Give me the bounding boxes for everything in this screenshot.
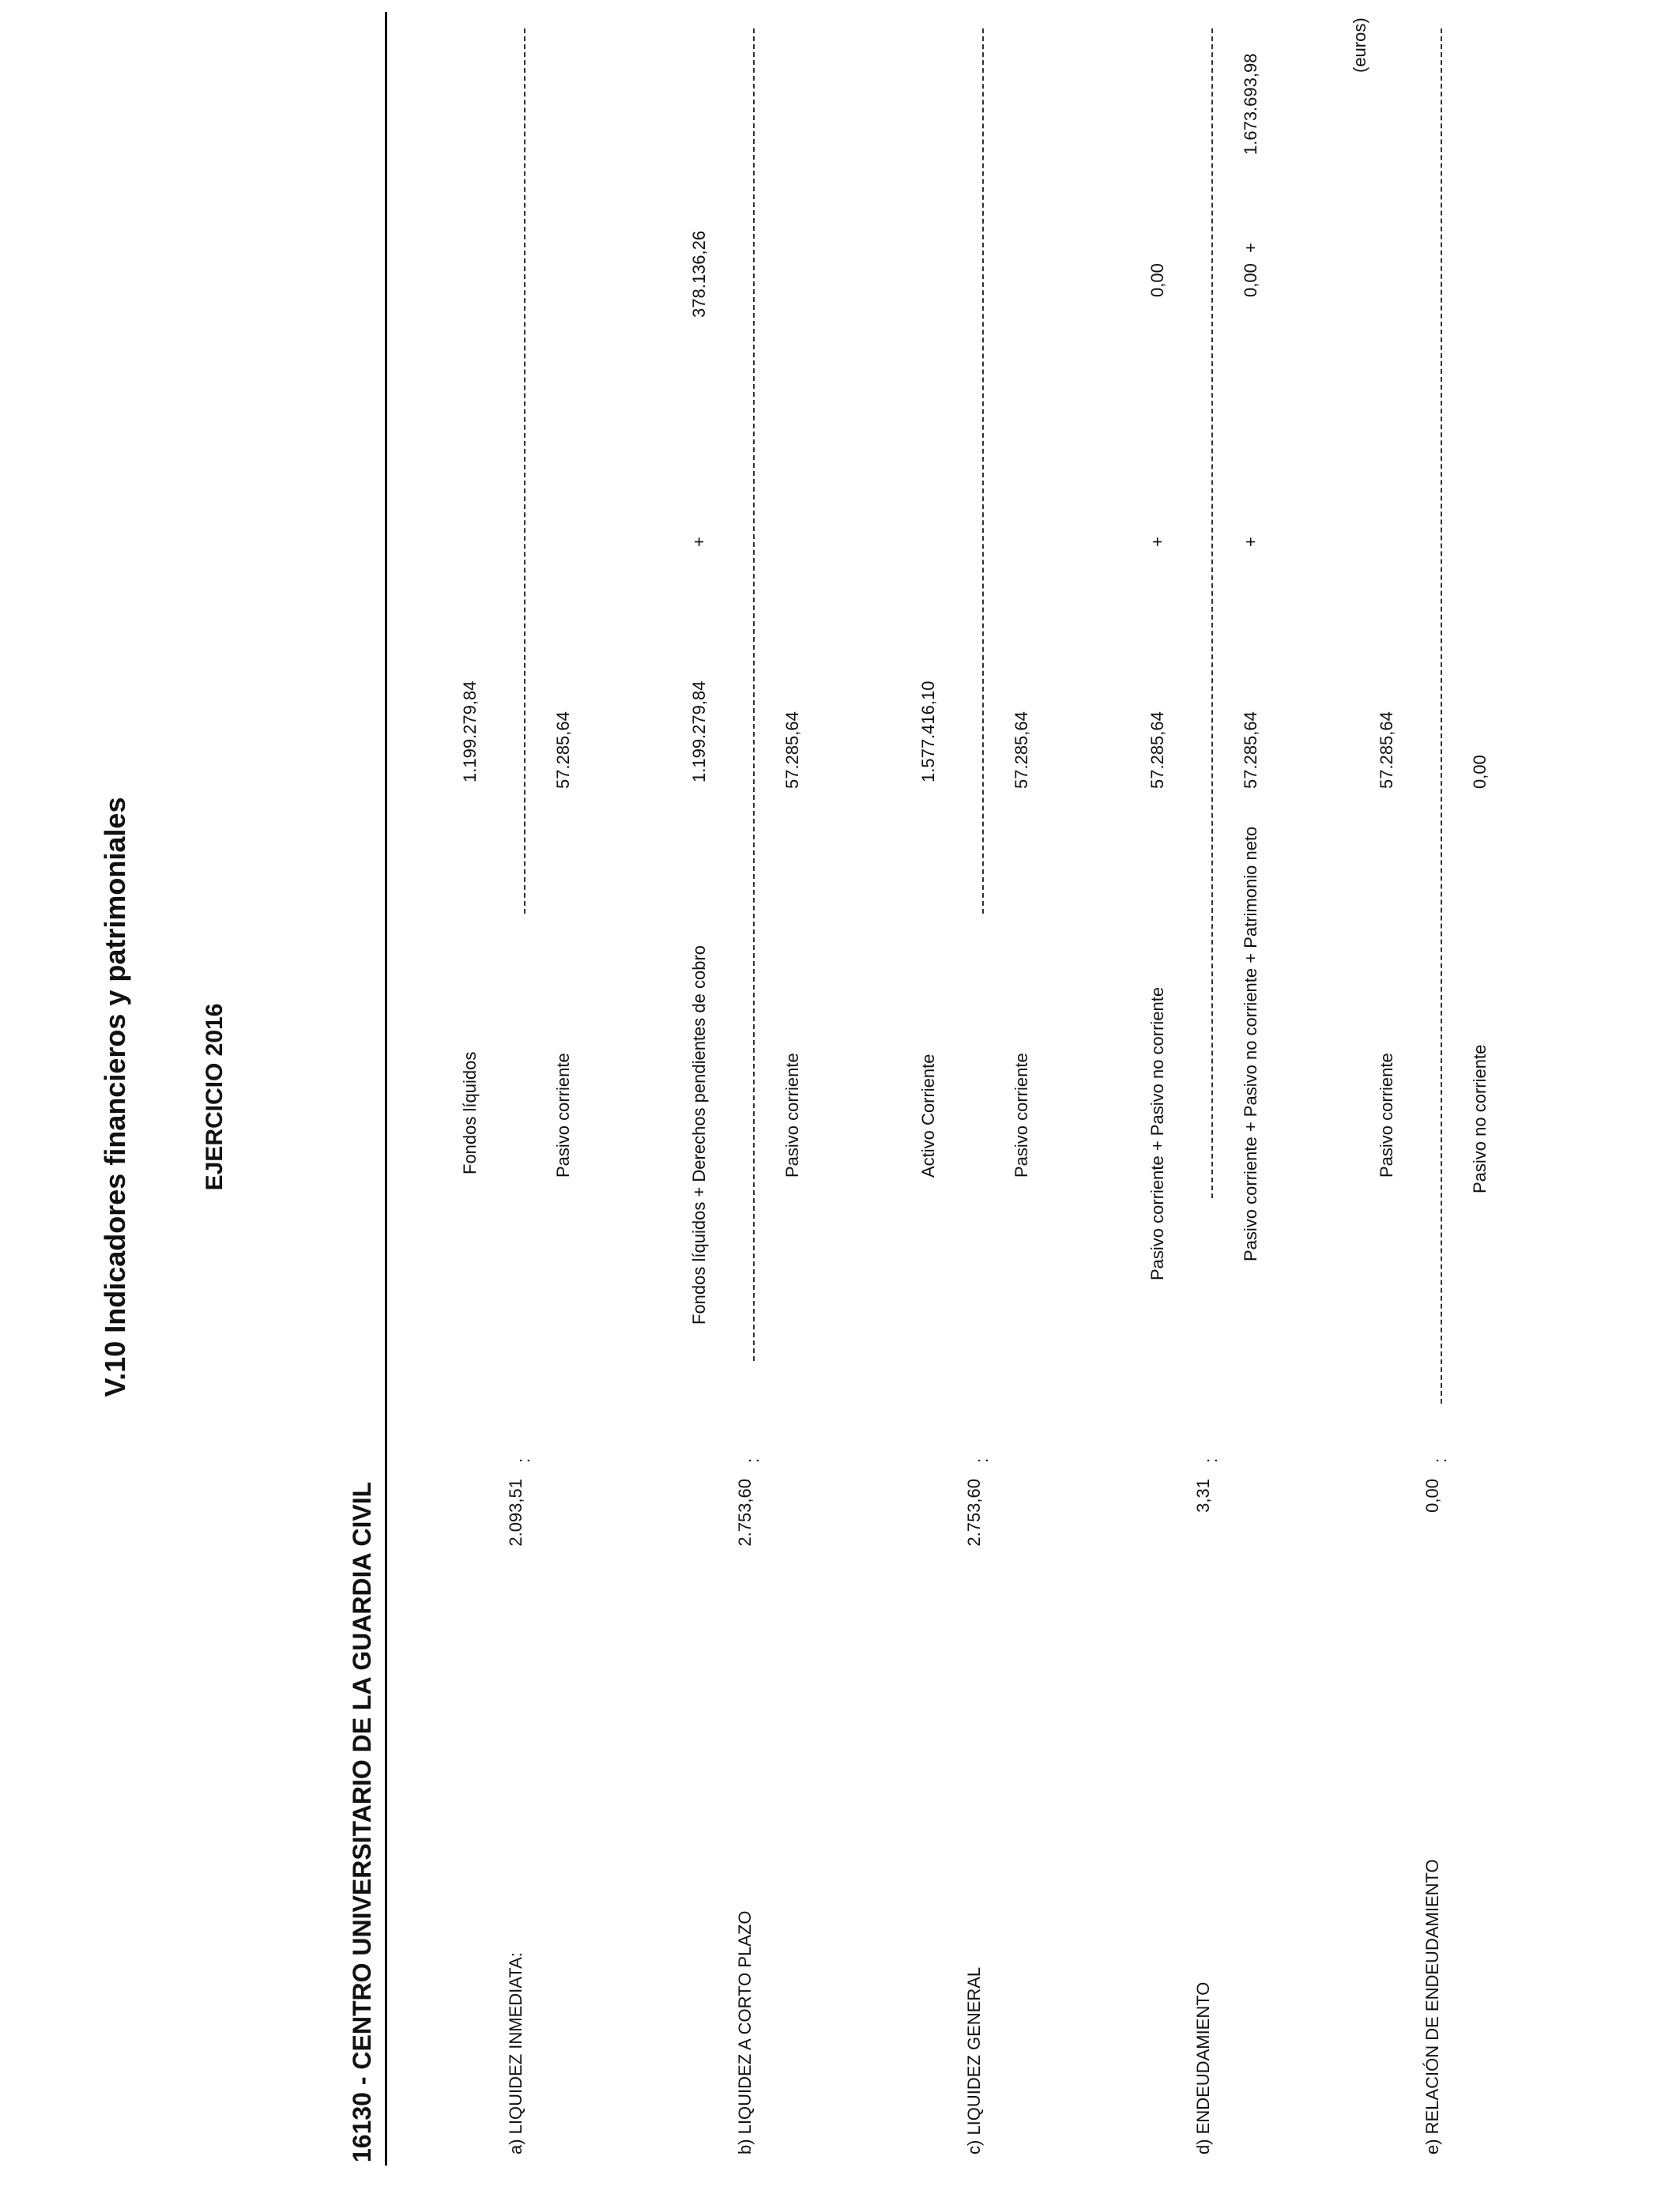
numerator-amount: 0,00 — [1147, 263, 1167, 297]
plus-sign: + — [689, 537, 709, 547]
denominator-amount: 0,00 — [1470, 755, 1490, 789]
numerator-amount: 1.199.279,84 — [689, 680, 709, 782]
fraction-line — [524, 28, 525, 914]
numerator-amount: 1.577.416,10 — [918, 680, 938, 782]
indicator-colon: : — [1430, 1457, 1450, 1463]
denominator-amount: 57.285,64 — [1241, 711, 1260, 789]
plus-sign: + — [1241, 243, 1260, 253]
indicator-label: b) LIQUIDEZ A CORTO PLAZO — [735, 1910, 755, 2154]
fraction-line — [1441, 28, 1442, 1404]
numerator-label: Fondos líquidos + Derechos pendientes de cobro — [689, 944, 709, 1325]
indicator-value: 0,00 — [1422, 1479, 1442, 1513]
denominator-label: Pasivo corriente + Pasivo no corriente + Patrimonio neto — [1241, 826, 1260, 1261]
entity-title: 16130 - CENTRO UNIVERSITARIO DE LA GUARDIA CIVIL — [348, 1481, 376, 2162]
indicator-label: d) ENDEUDAMIENTO — [1193, 1981, 1213, 2154]
indicator-value: 2.753,60 — [735, 1479, 755, 1547]
denominator-amount: 1.673.693,98 — [1241, 53, 1260, 155]
denominator-amount: 0,00 — [1241, 263, 1260, 297]
numerator-label: Fondos líquidos — [460, 1051, 480, 1174]
denominator-label: Pasivo no corriente — [1470, 1044, 1490, 1193]
indicator-label: c) LIQUIDEZ GENERAL — [964, 1966, 984, 2154]
numerator-amount: 378.136,26 — [689, 230, 709, 318]
numerator-amount: 1.199.279,84 — [460, 680, 480, 782]
plus-sign: + — [1241, 537, 1260, 547]
exercise-title: EJERCICIO 2016 — [202, 1003, 228, 1191]
units-label: (euros) — [1350, 17, 1369, 73]
indicator-label: e) RELACIÓN DE ENDEUDAMIENTO — [1422, 1859, 1442, 2154]
numerator-label: Pasivo corriente + Pasivo no corriente — [1147, 986, 1167, 1280]
indicator-value: 2.753,60 — [964, 1479, 984, 1547]
page-title: V.10 Indicadores financieros y patrimoniales — [99, 797, 131, 1397]
indicator-label: a) LIQUIDEZ INMEDIATA: — [506, 1952, 525, 2154]
numerator-label: Pasivo corriente — [1377, 1053, 1396, 1178]
fraction-line — [982, 28, 984, 914]
denominator-label: Pasivo corriente — [782, 1053, 802, 1178]
numerator-amount: 57.285,64 — [1377, 711, 1396, 789]
indicator-colon: : — [1201, 1457, 1221, 1463]
fraction-line — [753, 28, 755, 1361]
indicator-colon: : — [972, 1457, 992, 1463]
denominator-label: Pasivo corriente — [1011, 1053, 1031, 1178]
denominator-amount: 57.285,64 — [782, 711, 802, 789]
denominator-amount: 57.285,64 — [553, 711, 573, 789]
denominator-label: Pasivo corriente — [553, 1053, 573, 1178]
denominator-amount: 57.285,64 — [1011, 711, 1031, 789]
indicator-colon: : — [514, 1457, 533, 1463]
indicator-value: 2.093,51 — [506, 1479, 525, 1547]
numerator-amount: 57.285,64 — [1147, 711, 1167, 789]
indicator-colon: : — [743, 1457, 763, 1463]
plus-sign: + — [1147, 537, 1167, 547]
fraction-line — [1211, 28, 1213, 1198]
header-rule — [385, 12, 387, 2166]
numerator-label: Activo Corriente — [918, 1054, 938, 1178]
indicator-value: 3,31 — [1193, 1479, 1213, 1513]
